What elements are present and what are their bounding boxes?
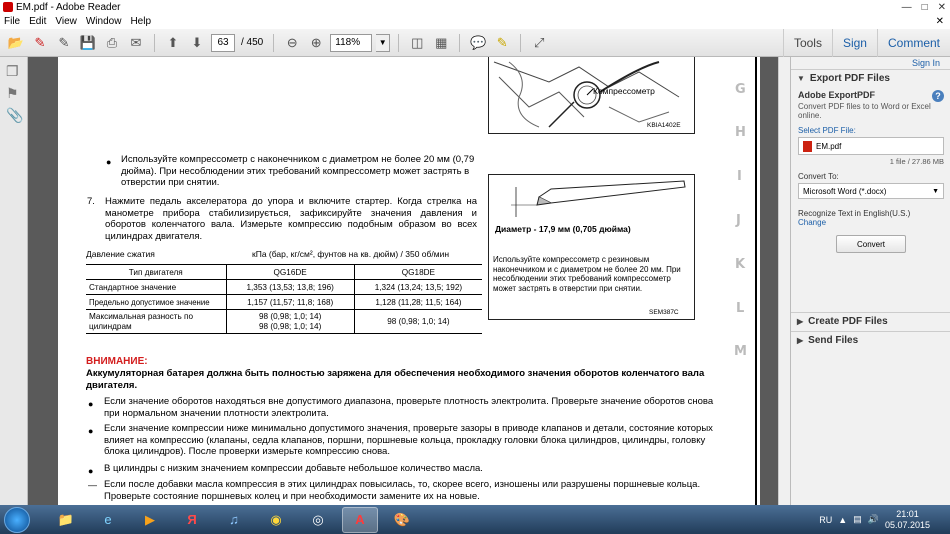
side-index-letter: G bbox=[735, 82, 746, 97]
compression-table bbox=[86, 264, 482, 334]
expand-triangle-icon: ▶ bbox=[797, 316, 804, 326]
expand-triangle-icon: ▶ bbox=[797, 335, 804, 345]
zoom-in-icon[interactable]: ⊕ bbox=[310, 34, 322, 50]
audio-player-icon[interactable]: ♫ bbox=[229, 512, 239, 527]
menu-help[interactable]: Help bbox=[130, 16, 152, 27]
pdf-file-selector[interactable] bbox=[798, 137, 944, 155]
windows-taskbar bbox=[0, 505, 950, 534]
table-cell: 1,128 (11,28; 11,5; 164) bbox=[354, 295, 482, 310]
next-page-icon[interactable]: ⬇ bbox=[191, 34, 203, 50]
bullet-icon: ● bbox=[88, 399, 94, 409]
dropdown-arrow-icon: ▼ bbox=[932, 187, 939, 195]
page-number-input[interactable]: 63 bbox=[211, 34, 235, 52]
clock-time: 21:01 bbox=[896, 508, 919, 519]
email-icon[interactable]: ✉ bbox=[130, 34, 142, 50]
gauge-tip-figure bbox=[488, 174, 695, 320]
table-cell-line: 98 (0,98; 1,0; 14) bbox=[258, 311, 322, 321]
figure2-text: Используйте компрессометр с резиновым наконечником и с диаметром не более 20 мм. При несоблюдении этих требований компрессометр может застрять в отверстии при снятии. bbox=[493, 255, 681, 293]
bookmarks-icon[interactable]: ⚑ bbox=[6, 85, 19, 101]
table-cell: Стандартное значение bbox=[86, 280, 226, 295]
warning-title: ВНИМАНИЕ: bbox=[86, 356, 148, 367]
table-cell: 98 (0,98; 1,0; 14) bbox=[354, 310, 482, 334]
close-document-icon[interactable]: ✕ bbox=[935, 16, 944, 27]
table-header-row bbox=[86, 265, 482, 280]
toolbar bbox=[0, 29, 950, 57]
table-cell bbox=[226, 310, 354, 334]
menu-bar bbox=[0, 14, 950, 29]
step7-text: Нажмите педаль акселератора до упора и включите стартер. Когда стрелка на манометре прибора стабилизирується, зафиксируйте значения давления и оборотов коленчатого вала. Измерьте компрессию подобным образом во всех цилиндрах двигателя. bbox=[105, 196, 477, 242]
bullet3-text: Если значение компрессии ниже минимально допустимого значения, проверьте зазоры в приводе клапанов и детали, состояние которых влияет на компрессию (клапаны, седла клапанов, поршни, поршневые кольца, прокладку головки блока цилиндров, цилиндры, головку блока цилиндров). После проверки измерьте компрессию снова. bbox=[104, 423, 713, 457]
bullet-icon: ● bbox=[106, 157, 112, 167]
help-icon[interactable]: ? bbox=[932, 90, 944, 102]
side-index-letter: I bbox=[737, 169, 742, 184]
table-cell: 1,157 (11,57; 11,8; 168) bbox=[226, 295, 354, 310]
sign-tab[interactable]: Sign bbox=[832, 29, 877, 57]
bullet2-text: Если значение оборотов находяться вне допустимого диапазона, проверьте плотность электролита. Проверьте значение оборотов снова при нормальном значении плотности электролита. bbox=[104, 396, 714, 419]
media-player-icon[interactable]: ▶ bbox=[145, 511, 155, 527]
attachments-icon[interactable]: 📎 bbox=[6, 107, 24, 123]
side-index-letter: L bbox=[736, 301, 745, 316]
pdf-page bbox=[58, 57, 760, 505]
fit-page-icon[interactable]: ◫ bbox=[411, 34, 424, 50]
menu-file[interactable]: File bbox=[4, 16, 21, 27]
start-button[interactable] bbox=[4, 507, 30, 533]
convert-to-label: Convert To: bbox=[798, 172, 839, 181]
figure1-code: KBIA1402E bbox=[647, 122, 681, 129]
table-header-cell: Тип двигателя bbox=[86, 265, 226, 280]
menu-window[interactable]: Window bbox=[85, 16, 122, 27]
recognize-text-label: Recognize Text in English(U.S.) bbox=[798, 209, 911, 218]
minimize-button[interactable]: — bbox=[901, 1, 912, 13]
side-index-letter: M bbox=[734, 344, 747, 359]
table-cell-line: Максимальная разность по bbox=[89, 311, 194, 321]
table-cell-line: 98 (0,98; 1,0; 14) bbox=[258, 321, 322, 331]
file-info: 1 file / 27.86 MB bbox=[889, 157, 944, 166]
create-pdf-section-header[interactable] bbox=[791, 312, 950, 329]
explorer-icon[interactable]: 📁 bbox=[57, 511, 75, 527]
maximize-button[interactable]: □ bbox=[921, 1, 928, 13]
yandex-browser-icon[interactable]: Я bbox=[187, 512, 197, 527]
comment-icon[interactable]: 💬 bbox=[470, 34, 487, 50]
show-hidden-icons-icon[interactable]: ▲ bbox=[838, 514, 848, 525]
side-index-letter: J bbox=[736, 213, 741, 228]
create-pdf-icon[interactable]: ✎ bbox=[34, 34, 46, 50]
adobe-reader-taskbar-icon[interactable]: A bbox=[342, 507, 378, 533]
figure2-code: SEM387C bbox=[649, 309, 679, 316]
table-cell-line: цилиндрам bbox=[89, 321, 132, 331]
table-cell: Предельно допустимое значение bbox=[86, 295, 226, 310]
export-description: Convert PDF files to to Word or Excel online. bbox=[798, 102, 931, 120]
export-title: Adobe ExportPDF bbox=[798, 90, 876, 100]
side-index-letter: K bbox=[735, 257, 746, 272]
document-area[interactable] bbox=[28, 57, 778, 505]
print-icon[interactable]: ⎙ bbox=[106, 34, 118, 50]
internet-explorer-icon[interactable]: e bbox=[104, 512, 112, 527]
comment-tab[interactable]: Comment bbox=[877, 29, 950, 57]
tools-tab[interactable]: Tools bbox=[783, 29, 832, 57]
table-cell bbox=[86, 310, 226, 334]
create-pdf-header-label: Create PDF Files bbox=[808, 315, 888, 327]
network-icon[interactable]: ▤ bbox=[853, 514, 862, 524]
figure2-diameter: Диаметр - 17,9 мм (0,705 дюйма) bbox=[495, 224, 631, 234]
clock[interactable] bbox=[885, 509, 930, 531]
adobe-reader-icon bbox=[3, 2, 13, 12]
dash-icon: — bbox=[88, 480, 97, 490]
table-row bbox=[86, 280, 482, 295]
export-pdf-body bbox=[791, 86, 950, 253]
page-thumbnails-icon[interactable]: ❐ bbox=[6, 63, 19, 79]
bullet-icon: ● bbox=[88, 426, 94, 436]
volume-icon[interactable]: 🔊 bbox=[867, 514, 879, 524]
convert-format-select[interactable] bbox=[798, 183, 944, 199]
menu-view[interactable]: View bbox=[55, 16, 77, 27]
sign-in-link[interactable]: Sign In bbox=[911, 58, 940, 68]
left-navigation-pane bbox=[0, 57, 28, 505]
table-row bbox=[86, 310, 482, 334]
zoom-input[interactable]: 118% bbox=[330, 34, 372, 52]
highlight-icon[interactable]: ✎ bbox=[496, 34, 508, 50]
warning-text: Аккумуляторная батарея должна быть полностью заряжена для обеспечения необходимого значения оборотов коленчатого вала двигателя. bbox=[86, 368, 705, 391]
bullet-icon: ● bbox=[88, 466, 94, 476]
title-bar bbox=[0, 0, 950, 14]
scroll-mode-icon[interactable]: ▦ bbox=[435, 34, 448, 50]
side-index-letter: H bbox=[735, 125, 746, 140]
language-indicator[interactable]: RU bbox=[819, 514, 833, 525]
collapse-triangle-icon: ▼ bbox=[797, 73, 805, 83]
table-title: Давление сжатия bbox=[86, 249, 155, 259]
send-files-header-label: Send Files bbox=[808, 334, 859, 346]
export-pdf-section-header[interactable] bbox=[791, 69, 950, 86]
full-screen-icon[interactable]: ⤢ bbox=[534, 34, 545, 50]
menu-edit[interactable]: Edit bbox=[29, 16, 47, 27]
selected-file-name: EM.pdf bbox=[816, 141, 842, 151]
zoom-out-icon[interactable]: ⊖ bbox=[286, 34, 298, 50]
paint-icon[interactable]: 🎨 bbox=[393, 511, 411, 527]
clock-date: 05.07.2015 bbox=[884, 519, 930, 530]
change-link[interactable]: Change bbox=[798, 218, 827, 227]
edit-icon[interactable]: ✎ bbox=[58, 34, 70, 50]
figure1-label: Компрессометр bbox=[593, 86, 655, 96]
window-title: EM.pdf - Adobe Reader bbox=[16, 1, 121, 13]
convert-button[interactable]: Convert bbox=[836, 235, 906, 253]
table-cell: 1,353 (13,53; 13,8; 196) bbox=[226, 280, 354, 295]
chrome-icon[interactable]: ◉ bbox=[270, 511, 282, 527]
compressometer-figure bbox=[488, 57, 695, 134]
pdf-file-icon bbox=[803, 141, 812, 152]
close-button[interactable]: ✕ bbox=[937, 1, 946, 13]
bullet4-text: В цилиндры с низким значением компрессии добавьте небольшое количество масла. bbox=[104, 463, 483, 474]
zoom-dropdown-icon[interactable]: ▼ bbox=[376, 34, 390, 52]
send-files-section-header[interactable] bbox=[791, 331, 950, 348]
table-header-cell: QG18DE bbox=[354, 265, 482, 280]
page-divider bbox=[755, 57, 757, 505]
vertical-scrollbar[interactable] bbox=[778, 57, 790, 505]
table-header-cell: QG16DE bbox=[226, 265, 354, 280]
export-pdf-header-label: Export PDF Files bbox=[809, 72, 890, 84]
convert-format-value: Microsoft Word (*.docx) bbox=[803, 186, 887, 196]
media-center-icon[interactable]: ◎ bbox=[312, 511, 324, 527]
open-icon[interactable]: 📂 bbox=[7, 34, 25, 50]
previous-page-icon[interactable]: ⬆ bbox=[167, 34, 179, 50]
step7-number: 7. bbox=[87, 196, 95, 207]
system-tray bbox=[819, 505, 950, 534]
table-row bbox=[86, 295, 482, 310]
bullet5-text: Если после добавки масла компрессия в этих цилиндрах повысилась, то, скорее всего, изношены или разрушены поршневые кольца. Проверьте состояние поршневых колец и при необходимости замените их на новые. bbox=[104, 479, 701, 502]
tools-panel bbox=[790, 57, 950, 505]
page-total: / 450 bbox=[241, 37, 264, 48]
bullet1-text: Используйте компрессометр с наконечником с диаметром не более 20 мм (0,79 дюйма). При несоблюдении этих требований компрессометр может застрять в отверстии при снятии. bbox=[121, 154, 475, 188]
select-pdf-label: Select PDF File: bbox=[798, 126, 856, 135]
table-cell: 1,324 (13,24; 13,5; 192) bbox=[354, 280, 482, 295]
table-units: кПа (бар, кг/см², фунтов на кв. дюйм) / 350 об/мин bbox=[252, 249, 450, 259]
save-icon[interactable]: 💾 bbox=[79, 34, 97, 50]
